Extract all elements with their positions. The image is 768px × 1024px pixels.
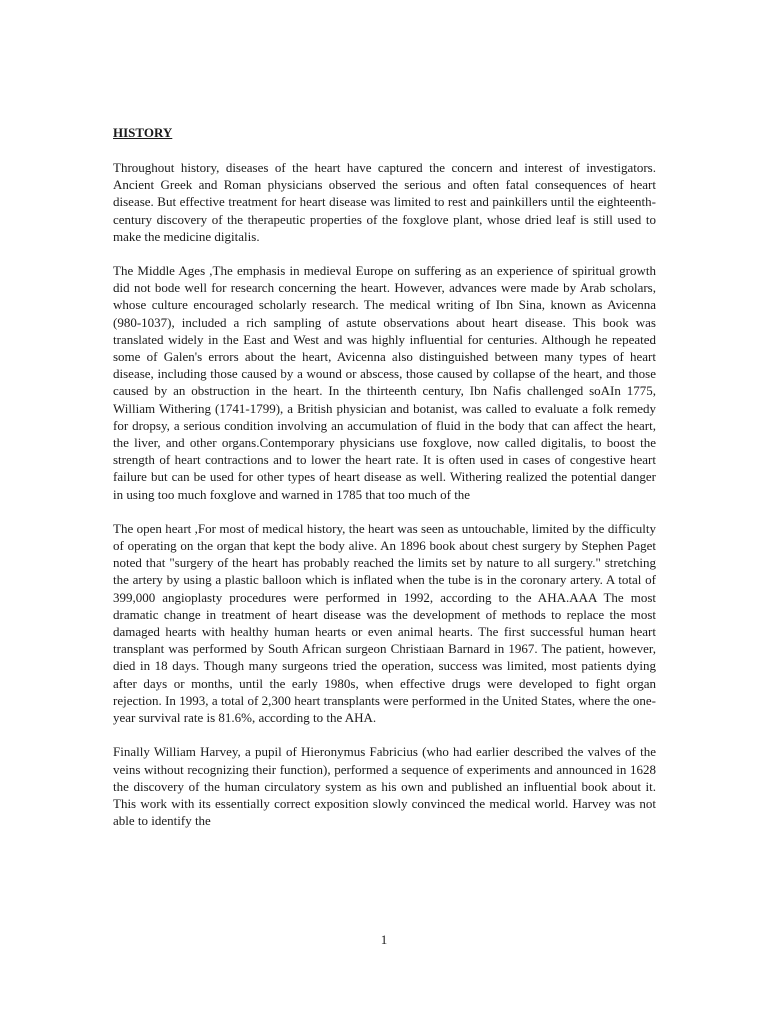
section-heading: HISTORY: [113, 125, 173, 140]
paragraph-open-heart: The open heart ,For most of medical history, the heart was seen as untouchable, limited by the difficulty of operating on the organ that kept the body alive. An 1896 book about chest surgery by Stephen Paget noted that "surgery of the heart has probably reached the limits set by nature to all surgery." stretching the artery by using a plastic balloon which is inflated when the tube is in the coronary artery. A total of 399,000 angioplasty procedures were performed in 1992, according to the AHA.AAA The most dramatic change in treatment of heart disease was the development of methods to replace the most damaged hearts with healthy human hearts or even animal hearts. The first successful human heart transplant was performed by South African surgeon Christiaan Barnard in 1967. The patient, however, died in 18 days. Though many surgeons tried the operation, success was limited, most patients dying after days or months, until the early 1980s, when effective drugs were developed to fight organ rejection. In 1993, a total of 2,300 heart transplants were performed in the United States, where the one-year survival rate is 81.6%, according to the AHA.: [113, 520, 656, 726]
paragraph-william-harvey: Finally William Harvey, a pupil of Hieronymus Fabricius (who had earlier described the valves of the veins without recognizing their function), performed a sequence of experiments and announced in 1628 the discovery of the human circulatory system as his own and published an influential book about it. This work with its essentially correct exposition slowly convinced the medical world. Harvey was not able to identify the: [113, 744, 656, 829]
paragraph-intro: Throughout history, diseases of the heart have captured the concern and interest of investigators. Ancient Greek and Roman physicians observed the serious and often fatal consequences of heart disease. But effective treatment for heart disease was limited to rest and painkillers until the eighteenth-century discovery of the therapeutic properties of the foxglove plant, whose dried leaf is still used to make the medicine digitalis.: [113, 160, 656, 244]
paragraph-middle-ages: The Middle Ages ,The emphasis in medieval Europe on suffering as an experience of spiritual growth did not bode well for research concerning the heart. However, advances were made by Arab scholars, whose culture encouraged scholarly research. The medical writing of Ibn Sina, known as Avicenna (980-1037), included a rich sampling of astute observations about heart disease. This book was translated widely in the East and West and was highly influential for centuries. Although he repeated some of Galen's errors about the heart, Avicenna also distinguished between many types of heart disease, including those caused by a wound or abscess, those caused by collapse of the heart, and those caused by an obstruction in the heart. In the thirteenth century, Ibn Nafis challenged soAIn 1775, William Withering (1741-1799), a British physician and botanist, was called to evaluate a folk remedy for dropsy, a serious condition involving an accumulation of fluid in the body that can affect the heart, the liver, and other organs.Contemporary physicians use foxglove, now called digitalis, to boost the strength of heart contractions and to lower the heart rate. It is often used in cases of congestive heart failure but can be used for other types of heart disease as well. Withering realized the potential danger in using too much foxglove and warned in 1785 that too much of the: [113, 263, 656, 502]
page-number: 1: [380, 932, 388, 947]
document-body: [113, 124, 656, 846]
